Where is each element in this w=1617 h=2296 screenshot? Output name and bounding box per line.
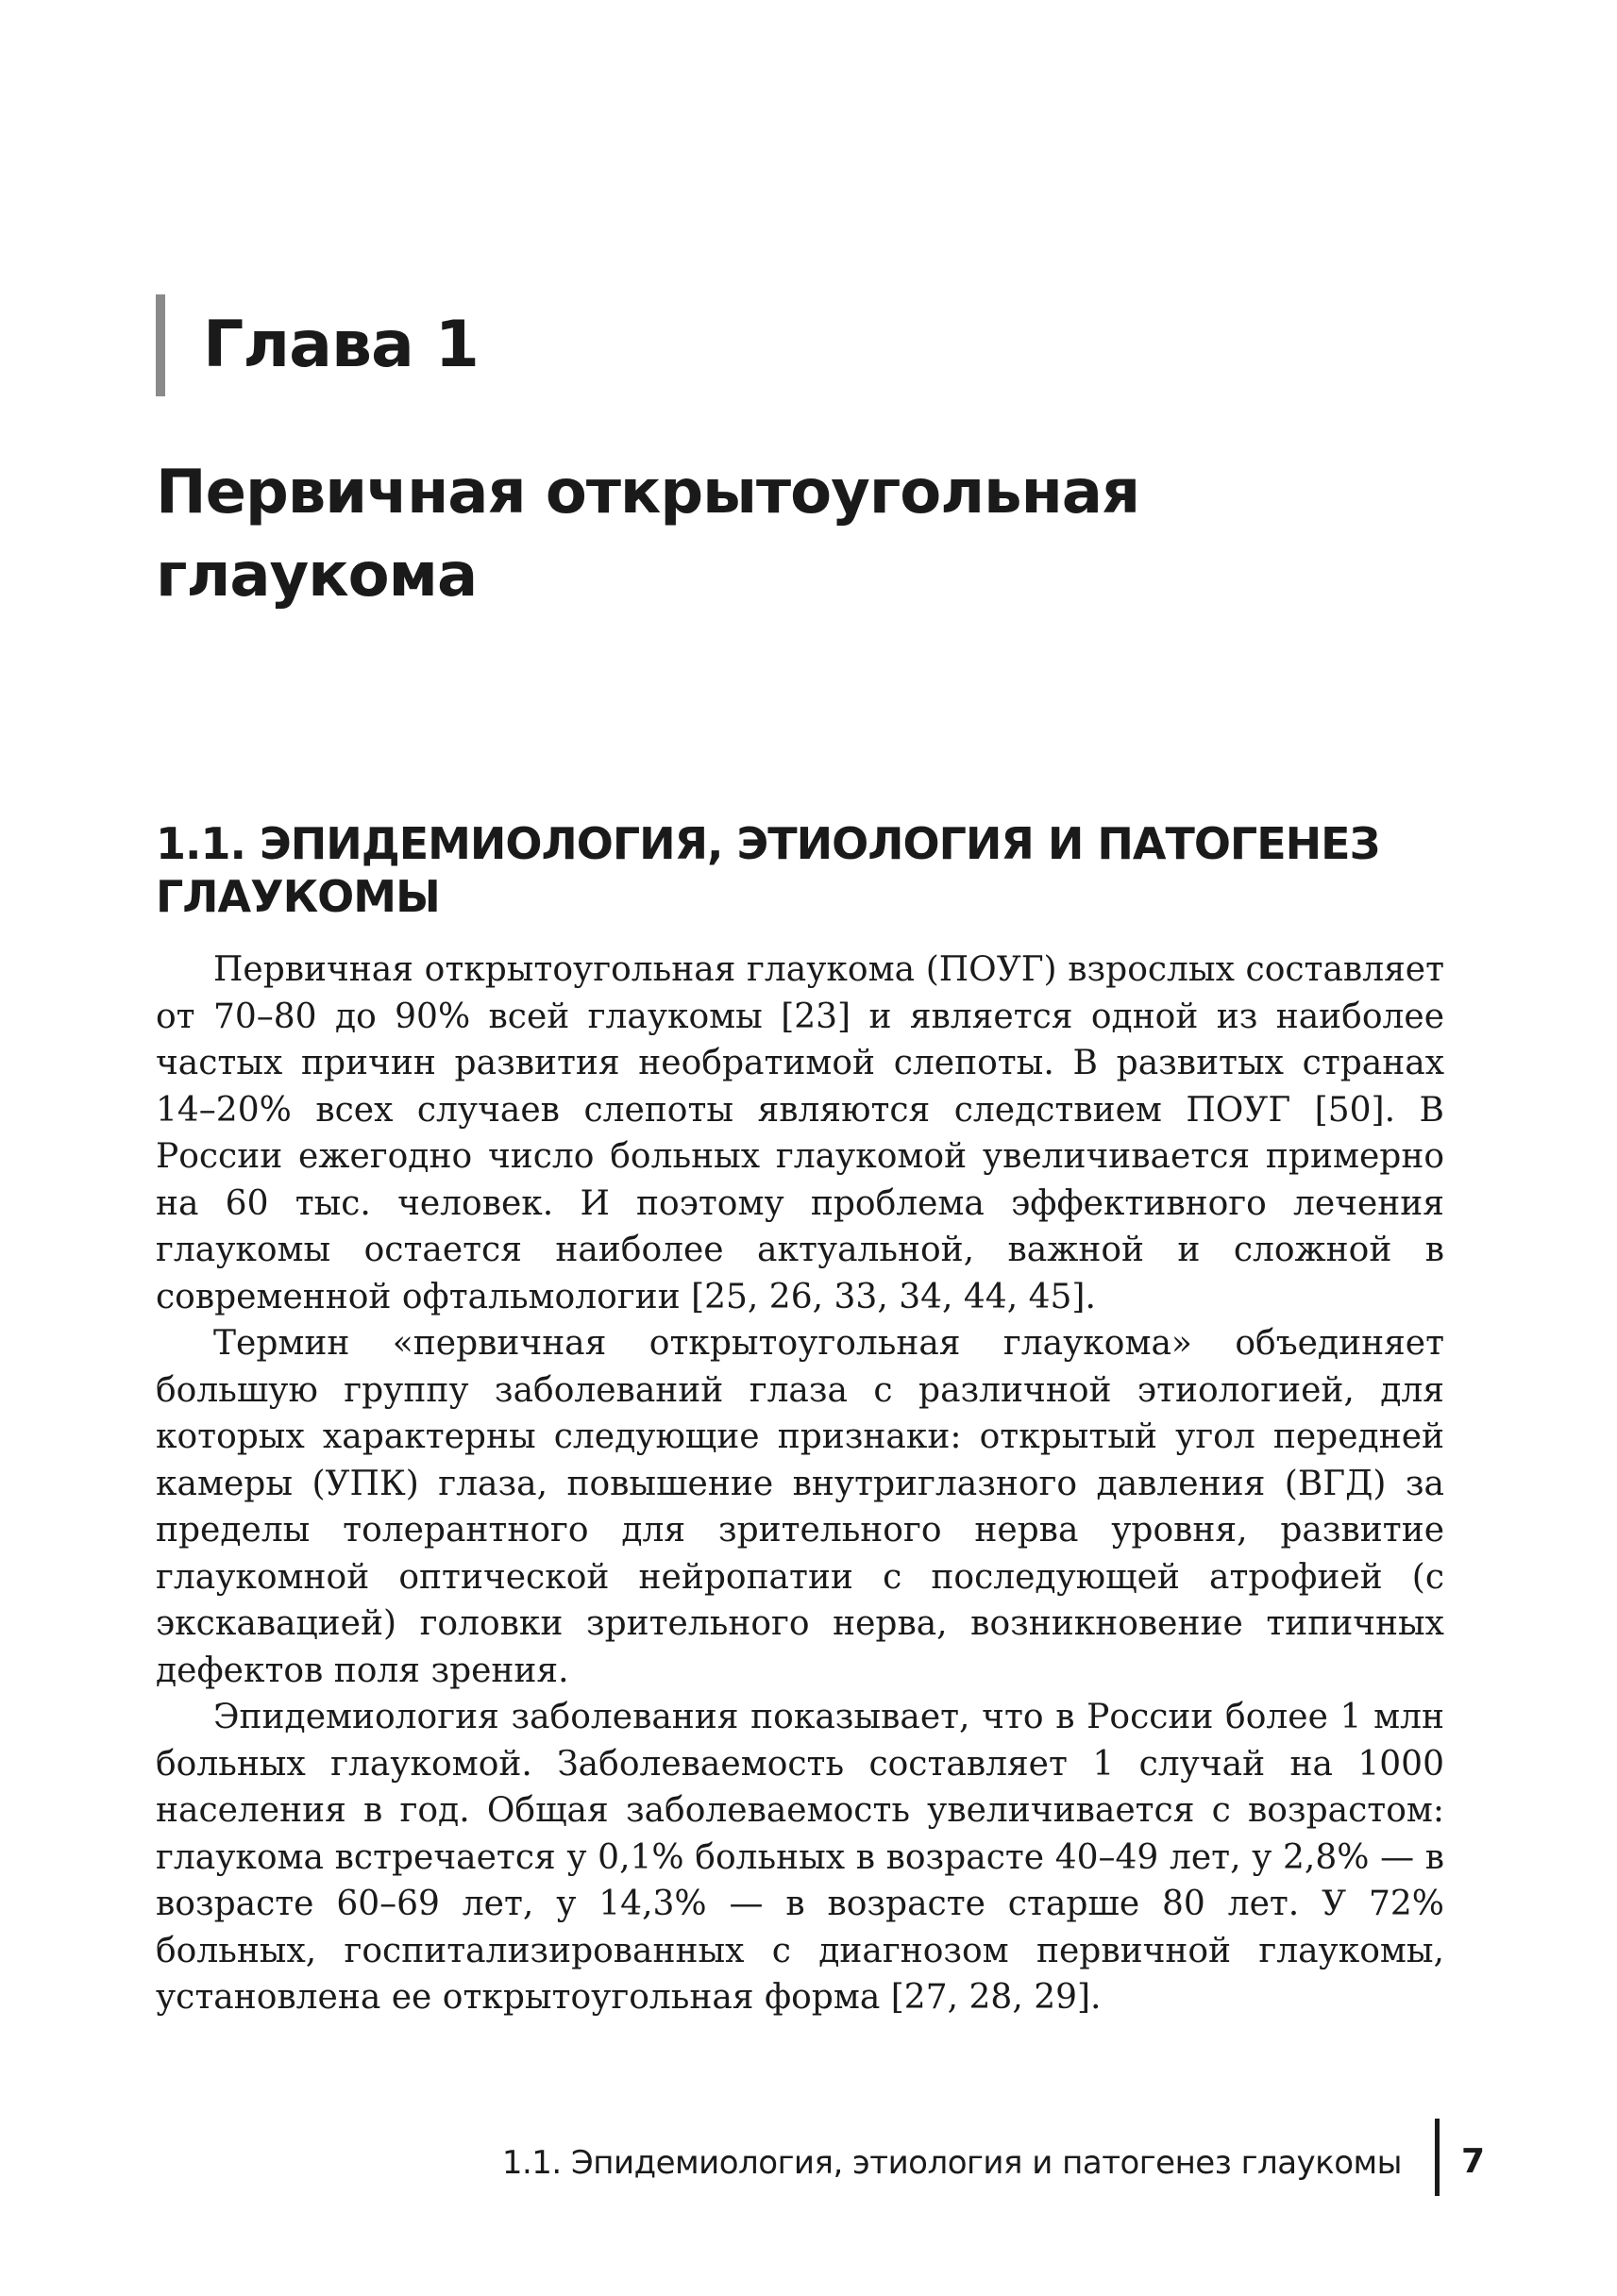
- page-number: 7: [1461, 2142, 1486, 2181]
- section-title: 1.1. ЭПИДЕМИОЛОГИЯ, ЭТИОЛОГИЯ И ПАТОГЕНЕЗ ГЛАУКОМЫ: [156, 818, 1380, 922]
- chapter-title: Первичная открытоугольная глаукома: [156, 458, 1140, 611]
- running-footer-title: 1.1. Эпидемиология, этиология и патогенез глаукомы: [501, 2144, 1402, 2182]
- paragraph: Эпидемиология заболевания показывает, что в России более 1 млн больных глаукомой. Заболеваемость составляет 1 случай на 1000 населения в год. Общая заболеваемость увеличивается с возрастом: глаукома встречается у 0,1% больных в возрасте 40–49 лет, у 2,8% — в возрасте 60–69 лет, у 14,3% — в возрасте старше 80 лет. У 72% больных, госпитализированных с диагнозом первичной глаукомы, установлена ее открытоугольная форма [27, 28, 29].: [156, 1698, 1444, 2017]
- body-text: [156, 947, 1444, 2021]
- paragraph: Термин «первичная открытоугольная глаукома» объединяет большую группу заболеваний глаза с различной этиологией, для которых характерны следующие признаки: открытый угол передней камеры (УПК) глаза, повышение внутриглазного давления (ВГД) за пределы толерантного для зрительного нерва уровня, развитие глаукомной оптической нейропатии с последующей атрофией (с экскавацией) головки зрительного нерва, возникновение типичных дефектов поля зрения.: [156, 1324, 1444, 1690]
- chapter-marker-bar: [156, 294, 165, 396]
- chapter-heading: [156, 294, 479, 396]
- chapter-label: Глава 1: [203, 308, 479, 382]
- footer-divider: [1435, 2119, 1440, 2196]
- paragraph: Первичная открытоугольная глаукома (ПОУГ) взрослых составляет от 70–80 до 90% всей глаукомы [23] и является одной из наиболее частых причин развития необратимой слепоты. В развитых странах 14–20% всех случаев слепоты являются следствием ПОУГ [50]. В России ежегодно число больных глаукомой увеличивается примерно на 60 тыс. человек. И поэтому проблема эффективного лечения глаукомы остается наиболее актуальной, важной и сложной в современной офтальмологии [25, 26, 33, 34, 44, 45].: [156, 950, 1444, 1316]
